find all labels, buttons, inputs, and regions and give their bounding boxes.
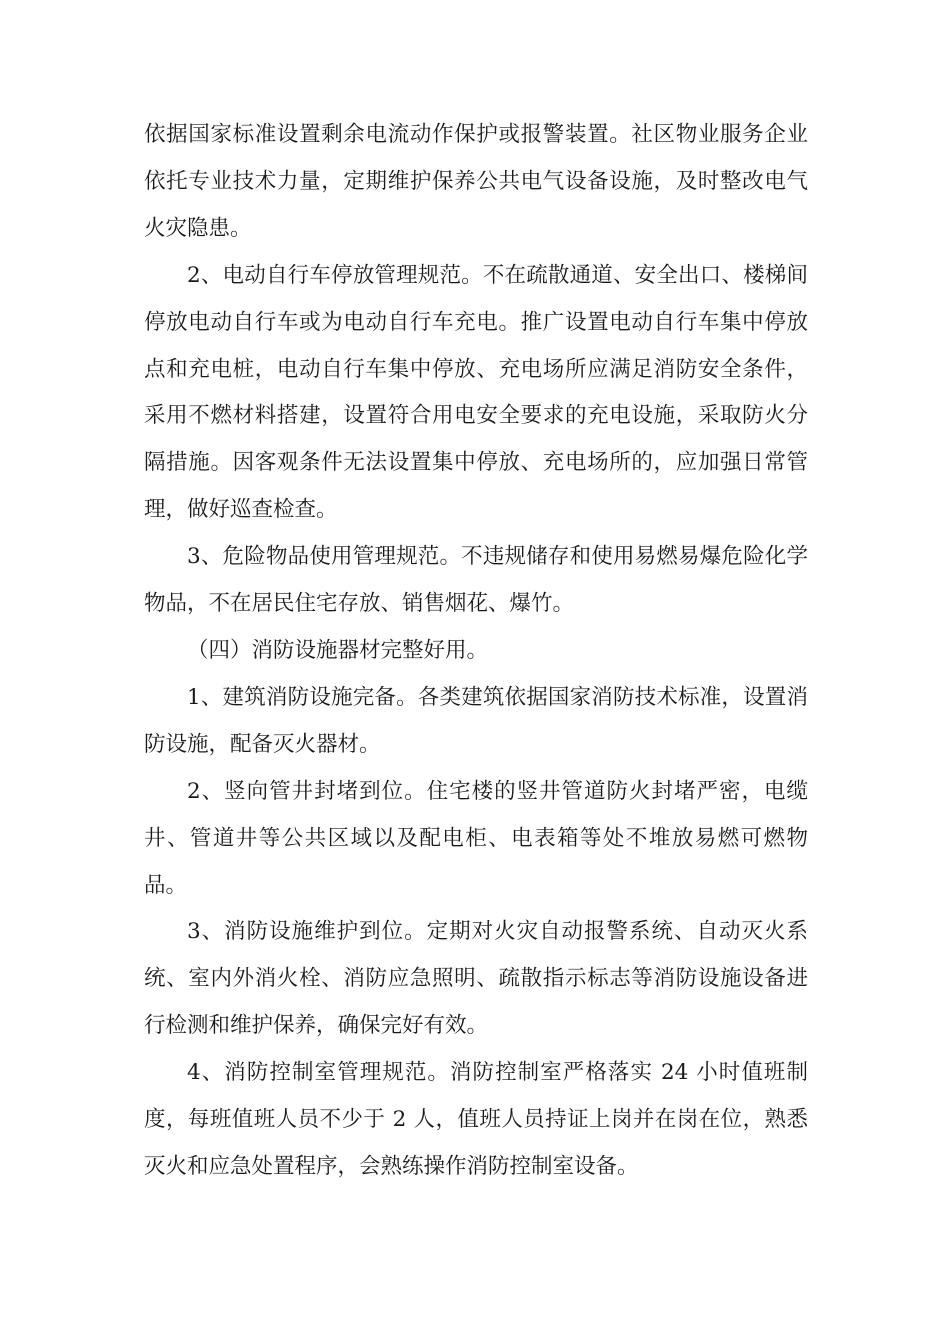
paragraph-shaft-sealing: 2、竖向管井封堵到位。住宅楼的竖井管道防火封堵严密，电缆井、管道井等公共区域以及配电柜、电表箱等处不堆放易燃可燃物品。 [144,778,808,898]
paragraph-control-room: 4、消防控制室管理规范。消防控制室严格落实 24 小时值班制度，每班值班人员不少于 2 人，值班人员持证上岗并在岗在位，熟悉灭火和应急处置程序，会熟练操作消防控制室设备。 [144,1060,808,1179]
paragraph-electrical-safety-continued: 依据国家标准设置剩余电流动作保护或报警装置。社区物业服务企业依托专业技术力量，定期维护保养公共电气设备设施，及时整改电气火灾隐患。 [144,122,808,241]
paragraph-hazardous-materials: 3、危险物品使用管理规范。不违规储存和使用易燃易爆危险化学物品，不在居民住宅存放、销售烟花、爆竹。 [144,544,808,617]
document-body [144,112,808,1191]
paragraph-building-facilities: 1、建筑消防设施完备。各类建筑依据国家消防技术标准，设置消防设施，配备灭火器材。 [144,684,808,757]
section-heading-fire-facilities: （四）消防设施器材完整好用。 [187,637,489,663]
paragraph-facility-maintenance: 3、消防设施维护到位。定期对火灾自动报警系统、自动灭火系统、室内外消火栓、消防应急照明、疏散指示标志等消防设施设备进行检测和维护保养，确保完好有效。 [144,919,808,1039]
paragraph-ebike-parking: 2、电动自行车停放管理规范。不在疏散通道、安全出口、楼梯间停放电动自行车或为电动自行车充电。推广设置电动自行车集中停放点和充电桩，电动自行车集中停放、充电场所应满足消防安全条件，采用不燃材料搭建，设置符合用电安全要求的充电设施，采取防火分隔措施。因客观条件无法设置集中停放、充电场所的，应加强日常管理，做好巡查检查。 [144,262,808,523]
